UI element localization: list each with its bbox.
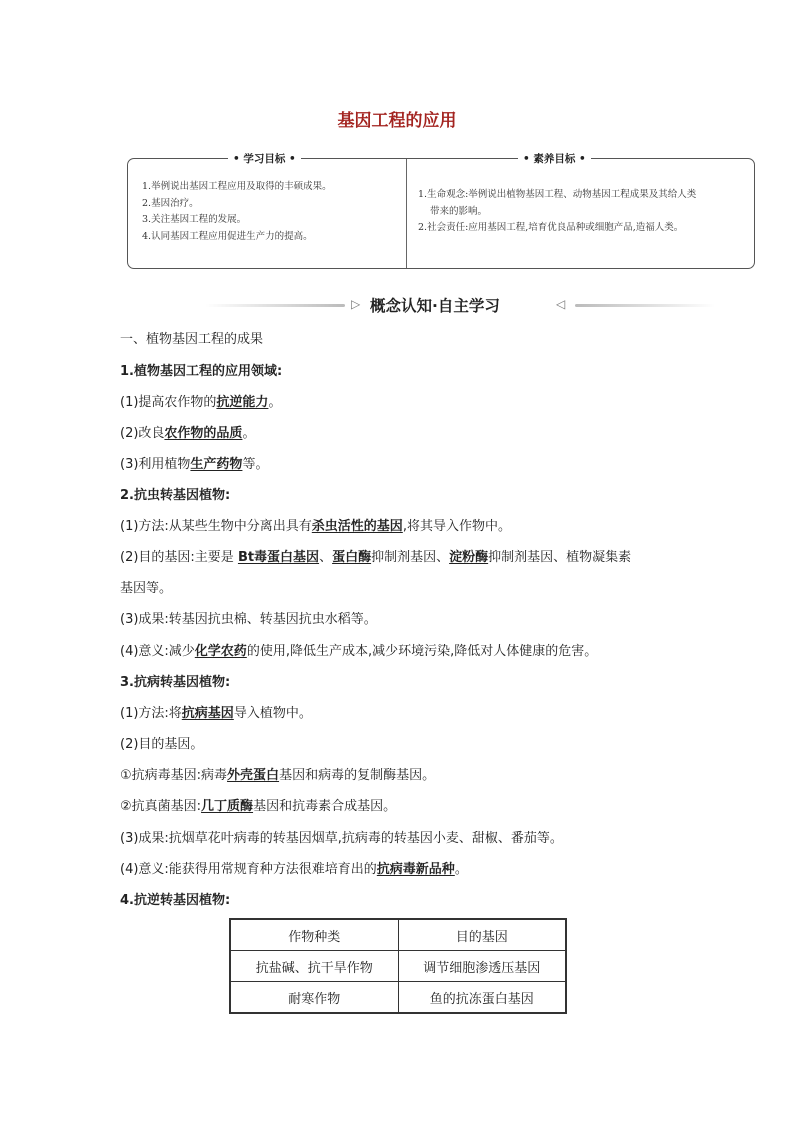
learning-goal-item: 3.关注基因工程的发展。: [142, 214, 247, 225]
text-run: 。: [454, 862, 468, 877]
text-run: (2)目的基因。: [120, 737, 204, 752]
paragraph-line: [120, 767, 435, 785]
text-run: (1)方法:将: [120, 706, 182, 721]
fill-in-answer: Bt毒蛋白基因: [237, 550, 320, 565]
goals-divider: [406, 159, 407, 268]
table-cell: 耐寒作物: [230, 982, 398, 1014]
table-header-cell: 目的基因: [398, 919, 566, 951]
literacy-goal-item: 1.生命观念:举例说出植物基因工程、动物基因工程成果及其给人类: [418, 189, 697, 200]
fill-in-answer: 抗病毒新品种: [376, 862, 455, 877]
fill-in-answer: 抗病基因: [181, 706, 234, 721]
learning-goal-item: 4.认同基因工程应用促进生产力的提高。: [142, 230, 313, 242]
subsection-heading: [120, 487, 230, 505]
learning-goals-list: [142, 179, 397, 245]
table-cell: 调节细胞渗透压基因: [398, 951, 566, 982]
table-row: [230, 982, 566, 1014]
crop-gene-table: [229, 918, 567, 1014]
table-row: [230, 951, 566, 982]
learning-goals-header: • 学习目标 •: [228, 151, 301, 167]
paragraph-line: [120, 394, 281, 412]
section-banner: [205, 294, 715, 316]
banner-line-right: [575, 304, 715, 307]
text-run: 基因等。: [120, 581, 173, 596]
subsection-heading: [120, 892, 230, 910]
text-run: 抑制剂基因、植物凝集素: [488, 550, 632, 565]
literacy-goal-item: 带来的影响。: [430, 205, 488, 217]
fill-in-answer: 杀虫活性的基因: [311, 519, 403, 534]
text-run: (2)改良: [120, 426, 165, 441]
table-header-row: [230, 919, 566, 951]
fill-in-answer: 抗逆能力: [216, 395, 269, 410]
paragraph-line: [120, 643, 597, 661]
text-run: (3)利用植物: [120, 457, 191, 472]
text-run: ②抗真菌基因:: [120, 799, 202, 814]
goals-box: [127, 153, 755, 269]
literacy-goals-list: [418, 187, 748, 237]
fill-in-answer: 淀粉酶: [449, 550, 489, 565]
text-run: 。: [242, 426, 256, 441]
literacy-goal-item: 2.社会责任:应用基因工程,培育优良品种或细胞产品,造福人类。: [418, 222, 684, 233]
fill-in-answer: 农作物的品质: [164, 426, 243, 441]
text-run: 3.抗病转基因植物:: [120, 675, 231, 690]
paragraph-line: [120, 861, 468, 879]
subsection-heading: [120, 674, 230, 692]
paragraph-line: [120, 611, 377, 629]
text-run: ①抗病毒基因:病毒: [120, 768, 228, 783]
text-run: ,将其导入作物中。: [402, 519, 511, 534]
learning-goal-item: 1.举例说出基因工程应用及取得的丰硕成果。: [142, 181, 332, 192]
page-title: 基因工程的应用: [337, 111, 457, 131]
paragraph-line: [120, 798, 396, 816]
text-run: 2.抗虫转基因植物:: [120, 488, 231, 503]
paragraph-line: [120, 425, 255, 443]
text-run: 基因和抗毒素合成基因。: [253, 799, 397, 814]
text-run: (3)成果:转基因抗虫棉、转基因抗虫水稻等。: [120, 612, 377, 627]
table-header-cell: 作物种类: [230, 919, 398, 951]
literacy-goals-header: • 素养目标 •: [518, 151, 591, 167]
fill-in-answer: 外壳蛋白: [227, 768, 280, 783]
text-run: 基因和病毒的复制酶基因。: [279, 768, 436, 783]
learning-goals-header-label: 学习目标: [243, 153, 286, 165]
literacy-goals-header-label: 素养目标: [533, 153, 576, 165]
text-run: (1)方法:从某些生物中分离出具有: [120, 519, 312, 534]
text-run: (1)提高农作物的: [120, 395, 217, 410]
text-run: 的使用,降低生产成本,减少环境污染,降低对人体健康的危害。: [246, 644, 598, 659]
learning-goal-item: 2.基因治疗。: [142, 197, 199, 209]
fill-in-answer: 蛋白酶: [332, 550, 372, 565]
table-cell: 鱼的抗冻蛋白基因: [398, 982, 566, 1014]
arrow-right-icon: ▷: [351, 297, 361, 311]
paragraph-line: [120, 549, 631, 567]
section-banner-title: 概念认知·自主学习: [370, 297, 500, 315]
text-run: 等。: [242, 457, 269, 472]
text-run: 、: [319, 550, 333, 565]
text-run: 导入植物中。: [233, 706, 312, 721]
table-cell: 抗盐碱、抗干旱作物: [230, 951, 398, 982]
text-run: 4.抗逆转基因植物:: [120, 893, 231, 908]
fill-in-answer: 几丁质酶: [201, 799, 254, 814]
text-run: 抑制剂基因、: [371, 550, 450, 565]
paragraph-line: [120, 580, 172, 598]
paragraph-line: [120, 518, 511, 536]
text-run: (4)意义:能获得用常规育种方法很难培育出的: [120, 862, 377, 877]
paragraph-line: [120, 456, 268, 474]
banner-line-left: [205, 304, 345, 307]
text-run: 1.植物基因工程的应用领域:: [120, 364, 283, 379]
paragraph-line: [120, 705, 312, 723]
arrow-left-icon: ◁: [556, 297, 566, 311]
fill-in-answer: 生产药物: [190, 457, 243, 472]
text-run: 。: [268, 395, 282, 410]
text-run: 一、植物基因工程的成果: [120, 332, 264, 347]
section-heading: [120, 331, 263, 349]
text-run: (4)意义:减少: [120, 644, 195, 659]
text-run: (3)成果:抗烟草花叶病毒的转基因烟草,抗病毒的转基因小麦、甜椒、番茄等。: [120, 831, 563, 846]
text-run: (2)目的基因:主要是: [120, 550, 238, 565]
fill-in-answer: 化学农药: [194, 644, 247, 659]
paragraph-line: [120, 830, 563, 848]
paragraph-line: [120, 736, 203, 754]
subsection-heading: [120, 363, 282, 381]
